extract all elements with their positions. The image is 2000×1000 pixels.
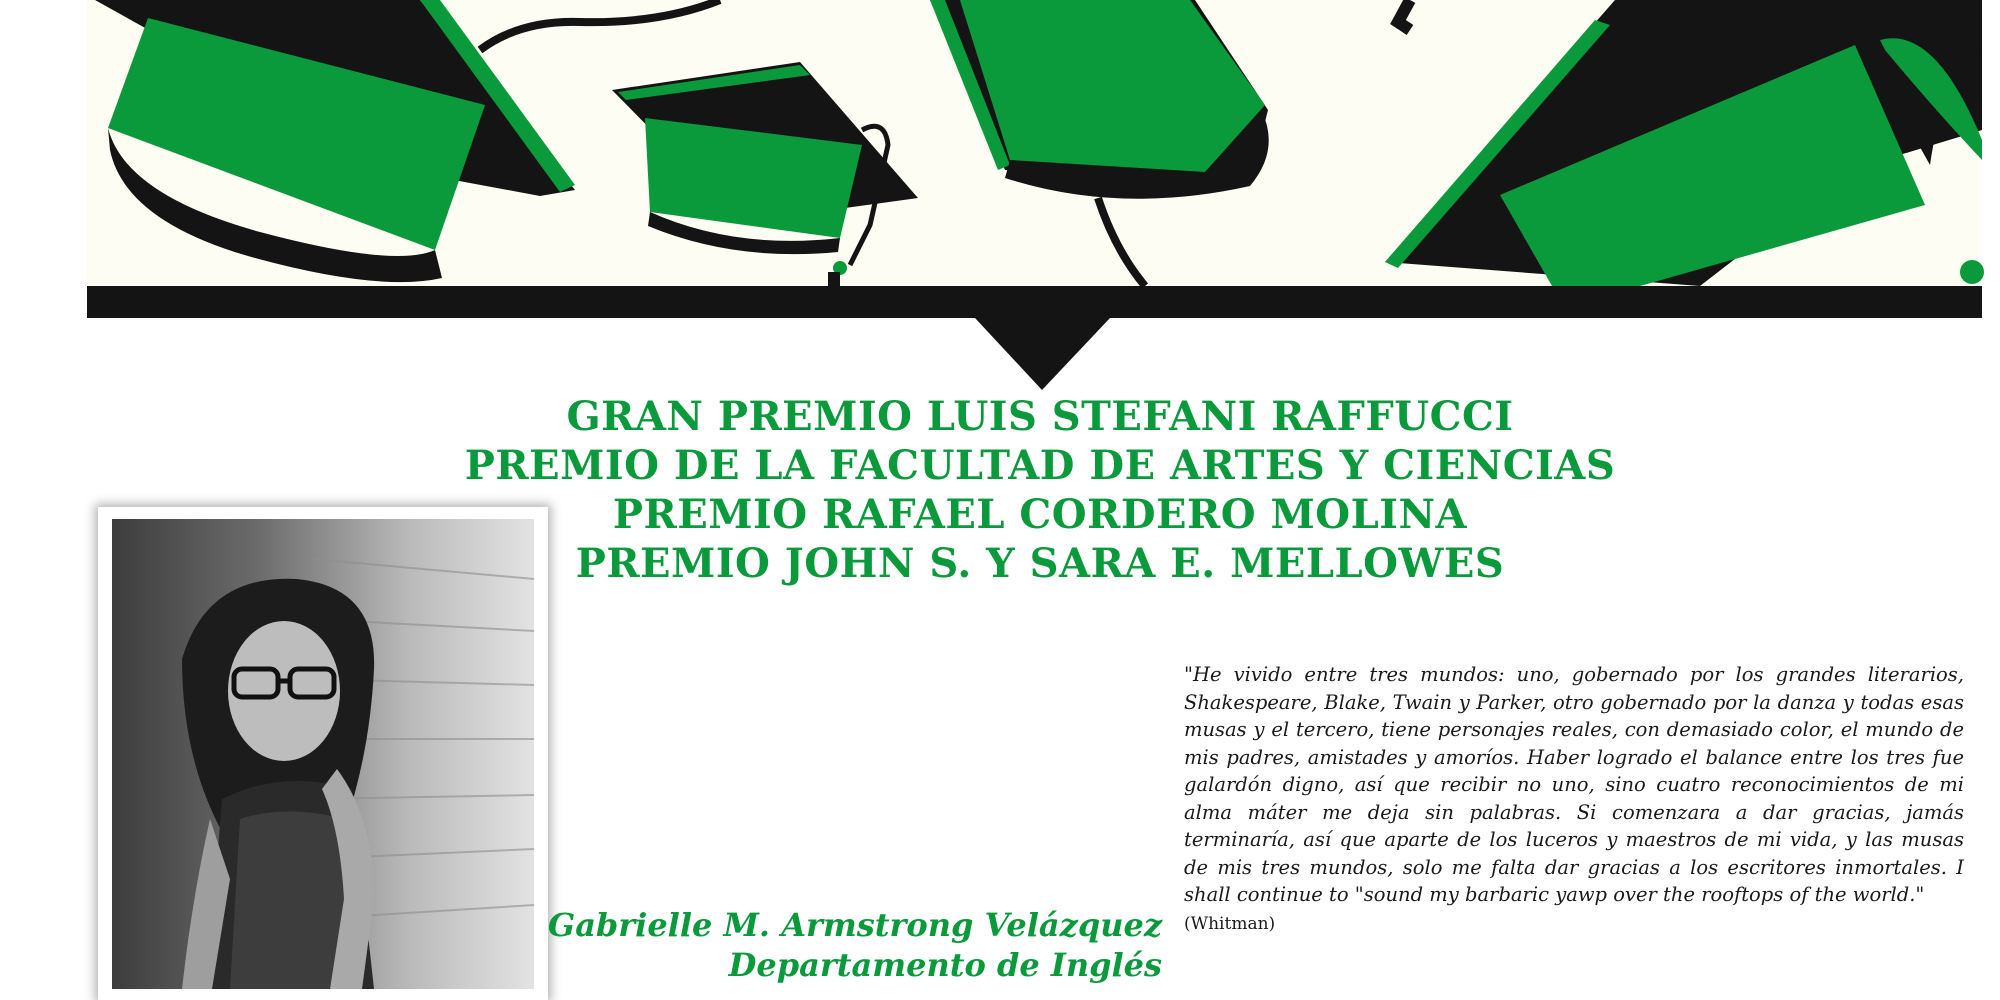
award-title: PREMIO DE LA FACULTAD DE ARTES Y CIENCIAS (464, 442, 1616, 489)
quote-text: "He vivido entre tres mundos: uno, gobernado por los grandes literarios, Shakespeare, Blake, Twain y Parker, otro gobernado por la danza y todas esas musas y el tercero, tiene personajes reales, con demasiado color, el mundo de mis padres, amistades y amoríos. Haber logrado el balance entre los tres fue galardón digno, así que recibir no uno, sino cuatro reconocimientos de mi alma máter me deja sin palabras. Si comenzara a dar gracias, jamás terminaría, así que aparte de los luceros y maestros de mi vida, y las musas de mis tres mundos, solo me falta dar gracias a los escritores inmortales. I shall continue to "sound my barbaric yawp over the rooftops of the world." (1184, 663, 1964, 906)
quote-citation: (Whitman) (1184, 913, 1276, 934)
author-department: Departamento de Inglés (728, 946, 1162, 984)
award-titles (400, 392, 1680, 588)
award-title: PREMIO JOHN S. Y SARA E. MELLOWES (575, 540, 1505, 587)
graduation-caps-banner (0, 0, 2000, 400)
award-title: GRAN PREMIO LUIS STEFANI RAFFUCCI (566, 393, 1514, 440)
award-title: PREMIO RAFAEL CORDERO MOLINA (612, 491, 1468, 538)
author-block (548, 905, 1162, 985)
author-name: Gabrielle M. Armstrong Velázquez (547, 906, 1162, 944)
portrait-photo (98, 507, 548, 1000)
quote-block (1184, 661, 1964, 938)
